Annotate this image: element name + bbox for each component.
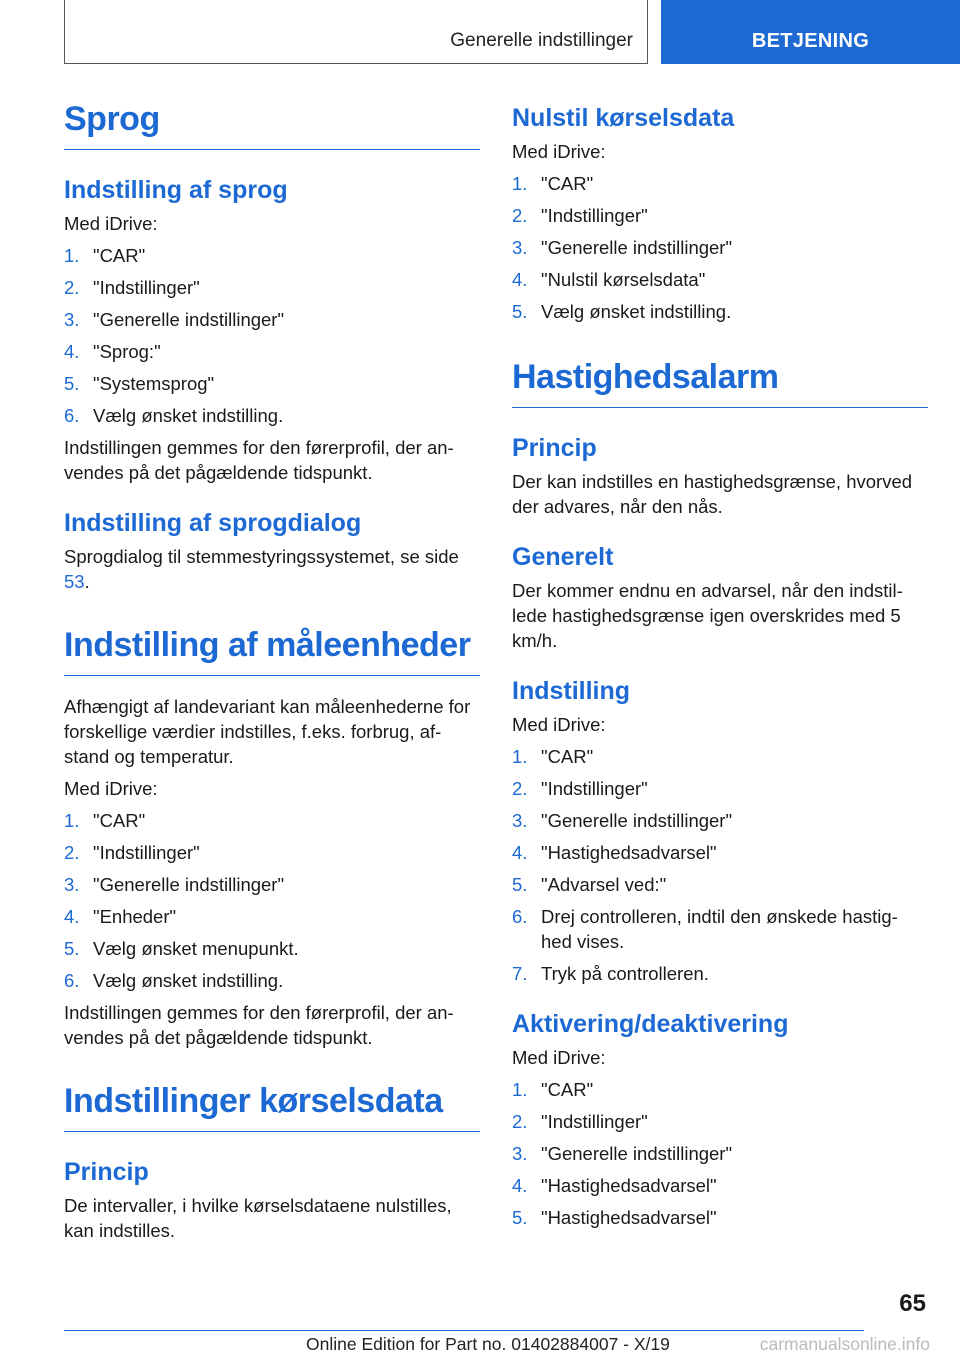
list-item: 3. "Generelle indstillinger" xyxy=(512,1143,733,1164)
list-item: 1. "CAR" xyxy=(64,245,146,266)
maal-idrive: Med iDrive: xyxy=(64,778,158,799)
list-item: 4. "Hastighedsadvarsel" xyxy=(512,842,717,863)
list-item: 4. "Hastighedsadvarsel" xyxy=(512,1175,717,1196)
right-column xyxy=(512,100,928,1230)
list-item: 6. Vælg ønsket indstilling. xyxy=(64,970,284,991)
list-item: 2. "Indstillinger" xyxy=(512,205,648,226)
list-item: 4. "Sprog:" xyxy=(64,341,161,362)
princip-koersel-text: De intervaller, i hvilke kørselsdataene nulstilles, kan indstilles. xyxy=(64,1195,452,1241)
heading-indstilling-af-sprog: Indstilling af sprog xyxy=(64,176,288,204)
steps-aktivering xyxy=(512,1077,928,1230)
princip-hastighed-text: Der kan indstilles en hastighedsgrænse, hvorved der advares, når den nås. xyxy=(512,471,913,517)
list-item: 3. "Generelle indstillinger" xyxy=(512,237,733,258)
heading-princip-koersel: Princip xyxy=(64,1158,149,1186)
footer-divider xyxy=(64,1330,864,1331)
section-title: Generelle indstillinger xyxy=(450,30,633,51)
page-link-53[interactable]: 53 xyxy=(64,571,85,592)
list-item: 5. Vælg ønsket indstilling. xyxy=(512,301,732,322)
heading-sprogdialog: Indstilling af sprogdialog xyxy=(64,509,362,537)
list-item: 1. "CAR" xyxy=(512,173,594,194)
left-column xyxy=(64,100,480,1243)
list-item: 2. "Indstillinger" xyxy=(512,1111,648,1132)
heading-hastighedsalarm: Hastighedsalarm xyxy=(512,358,928,408)
heading-maaleenheder: Indstilling af måleenheder xyxy=(64,626,480,676)
list-item: 6. Vælg ønsket indstilling. xyxy=(64,405,284,426)
heading-aktivering: Aktivering/deaktivering xyxy=(512,1010,789,1038)
list-item: 1. "CAR" xyxy=(64,810,146,831)
list-item: 3. "Generelle indstillinger" xyxy=(64,309,285,330)
list-item: 3. "Generelle indstillinger" xyxy=(512,810,733,831)
steps-indstilling xyxy=(512,744,928,986)
list-item: 1. "CAR" xyxy=(512,746,594,767)
aktivering-intro: Med iDrive: xyxy=(512,1047,606,1068)
edition-text: Online Edition for Part no. 01402884007 - X/19 xyxy=(306,1334,670,1354)
maal-intro: Afhængigt af landevariant kan måleenhederne for forskellige værdier indstilles, f.eks. forbrug, af-stand og temperatur. xyxy=(64,696,471,767)
heading-sprog: Sprog xyxy=(64,100,480,150)
list-item: 4. "Enheder" xyxy=(64,906,177,927)
note-sprog: Indstillingen gemmes for den førerprofil, der an-vendes på det pågældende tidspunkt. xyxy=(64,437,454,483)
list-item: 2. "Indstillinger" xyxy=(64,277,200,298)
page-header xyxy=(0,0,960,64)
list-item: 5. "Advarsel ved:" xyxy=(512,874,667,895)
watermark: carmanualsonline.info xyxy=(759,1334,930,1354)
list-item: 6. Drej controlleren, indtil den ønskede hastig-hed vises. xyxy=(512,906,898,952)
list-item: 4. "Nulstil kørselsdata" xyxy=(512,269,706,290)
list-item: 5. "Hastighedsadvarsel" xyxy=(512,1207,717,1228)
heading-nulstil: Nulstil kørselsdata xyxy=(512,104,735,132)
steps-nulstil xyxy=(512,171,928,324)
dialog-text: Sprogdialog til stemmestyringssystemet, se side 53. xyxy=(64,546,459,592)
section-box xyxy=(64,0,648,64)
list-item: 2. "Indstillinger" xyxy=(64,842,200,863)
nulstil-intro: Med iDrive: xyxy=(512,141,606,162)
page-number: 65 xyxy=(899,1290,926,1317)
intro-sprog: Med iDrive: xyxy=(64,213,158,234)
chapter-tab: BETJENING xyxy=(661,0,960,64)
heading-koerselsdata: Indstillinger kørselsdata xyxy=(64,1082,480,1132)
list-item: 5. Vælg ønsket menupunkt. xyxy=(64,938,299,959)
list-item: 5. "Systemsprog" xyxy=(64,373,215,394)
heading-indstilling: Indstilling xyxy=(512,677,631,705)
steps-sprog xyxy=(64,243,480,428)
list-item: 7. Tryk på controlleren. xyxy=(512,963,709,984)
generelt-text: Der kommer endnu en advarsel, når den indstil-lede hastighedsgrænse igen overskrides med 5 km/h. xyxy=(512,580,903,651)
page-footer xyxy=(0,1290,960,1362)
heading-princip-hastighed: Princip xyxy=(512,434,597,462)
indstilling-intro: Med iDrive: xyxy=(512,714,606,735)
note-maal: Indstillingen gemmes for den førerprofil, der an-vendes på det pågældende tidspunkt. xyxy=(64,1002,454,1048)
list-item: 2. "Indstillinger" xyxy=(512,778,648,799)
list-item: 1. "CAR" xyxy=(512,1079,594,1100)
heading-generelt: Generelt xyxy=(512,543,614,571)
steps-maaleenheder xyxy=(64,808,480,993)
list-item: 3. "Generelle indstillinger" xyxy=(64,874,285,895)
